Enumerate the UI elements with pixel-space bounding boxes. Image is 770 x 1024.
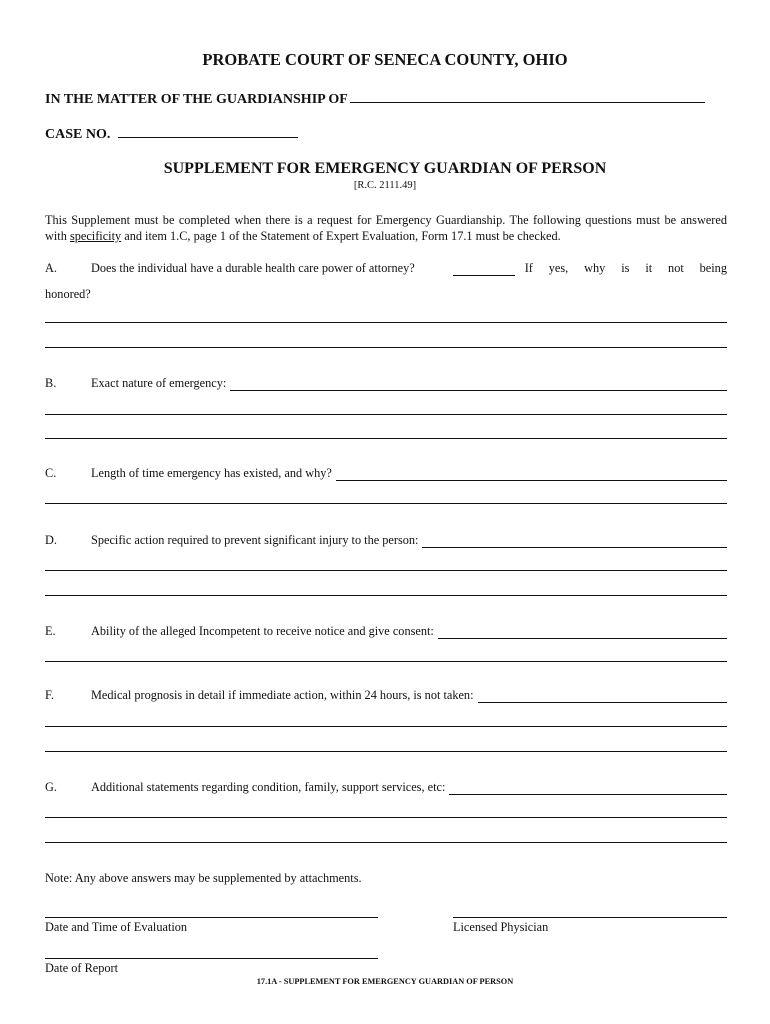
form-title: SUPPLEMENT FOR EMERGENCY GUARDIAN OF PERSON [163, 160, 607, 177]
answer-line-g2[interactable] [45, 842, 727, 843]
question-text: Medical prognosis in detail if immediate action, within 24 hours, is not taken: [91, 688, 474, 702]
question-letter: D. [45, 533, 57, 547]
question-letter: B. [45, 376, 57, 390]
physician-signature-field[interactable] [453, 917, 727, 918]
intro-text-1: This Supplement must be completed when there is a request for Emergency Guardianship. The following questions must be answered with [45, 213, 727, 243]
ward-name-field[interactable] [350, 88, 705, 103]
answer-field-g[interactable] [449, 784, 727, 795]
answer-field-c[interactable] [336, 470, 727, 481]
answer-field-f[interactable] [478, 692, 727, 703]
question-letter: E. [45, 624, 56, 638]
question-text: Specific action required to prevent significant injury to the person: [91, 533, 419, 547]
answer-field-e[interactable] [438, 628, 727, 639]
attachments-note: Note: Any above answers may be supplemented by attachments. [45, 871, 362, 885]
followup-word: not [668, 261, 684, 275]
followup-word: is [621, 261, 630, 275]
question-g [45, 780, 727, 795]
case-number-label: CASE NO. [45, 127, 111, 142]
date-of-report-field[interactable] [45, 958, 378, 959]
answer-line-f1[interactable] [45, 726, 727, 727]
date-of-report-label: Date of Report [45, 961, 119, 975]
question-c [45, 466, 727, 481]
answer-line-b2[interactable] [45, 438, 727, 439]
question-text: Length of time emergency has existed, and why? [91, 466, 332, 480]
date-time-evaluation-label: Date and Time of Evaluation [45, 920, 188, 934]
question-text: Does the individual have a durable health care power of attorney? [91, 261, 415, 275]
question-text: Additional statements regarding condition, family, support services, etc: [91, 780, 446, 794]
date-time-evaluation-field[interactable] [45, 917, 378, 918]
question-a [45, 261, 727, 276]
followup-word: being [699, 261, 727, 275]
question-letter: F. [45, 688, 54, 702]
case-number-field[interactable] [118, 123, 298, 138]
court-title: PROBATE COURT OF SENECA COUNTY, OHIO [202, 50, 568, 69]
followup-word: If [524, 261, 533, 275]
question-text: Ability of the alleged Incompetent to receive notice and give consent: [91, 624, 434, 638]
intro-underlined-word: specificity [69, 229, 122, 243]
guardianship-matter-row [45, 88, 705, 108]
answer-line-a2[interactable] [45, 347, 727, 348]
answer-line-e1[interactable] [45, 661, 727, 662]
form-footer: 17.1A - SUPPLEMENT FOR EMERGENCY GUARDIAN OF PERSON [256, 977, 514, 986]
poa-answer-field[interactable] [453, 265, 515, 276]
intro-text-2: and item 1.C, page 1 of the Statement of Expert Evaluation, Form 17.1 must be checked. [121, 229, 561, 243]
answer-line-g1[interactable] [45, 817, 727, 818]
answer-line-d2[interactable] [45, 595, 727, 596]
answer-field-b[interactable] [230, 380, 727, 391]
answer-field-d[interactable] [422, 537, 727, 548]
question-d [45, 533, 727, 548]
question-e [45, 624, 727, 639]
question-b [45, 376, 727, 391]
instructions-paragraph [45, 212, 727, 244]
followup-word: it [645, 261, 653, 275]
statute-reference: [R.C. 2111.49] [353, 180, 417, 191]
case-number-row [45, 123, 298, 143]
answer-line-c1[interactable] [45, 503, 727, 504]
question-letter: A. [45, 261, 57, 275]
answer-line-b1[interactable] [45, 414, 727, 415]
question-text: Exact nature of emergency: [91, 376, 227, 390]
answer-line-f2[interactable] [45, 751, 727, 752]
answer-line-a1[interactable] [45, 322, 727, 323]
question-letter: C. [45, 466, 57, 480]
question-f [45, 688, 727, 703]
question-letter: G. [45, 780, 57, 794]
followup-word: why [584, 261, 606, 275]
answer-line-d1[interactable] [45, 570, 727, 571]
followup-word: yes, [548, 261, 569, 275]
question-a-followup [525, 261, 727, 276]
question-a-continuation: honored? [45, 287, 91, 301]
physician-signature-label: Licensed Physician [453, 920, 549, 934]
guardianship-matter-label: IN THE MATTER OF THE GUARDIANSHIP OF [45, 92, 348, 107]
